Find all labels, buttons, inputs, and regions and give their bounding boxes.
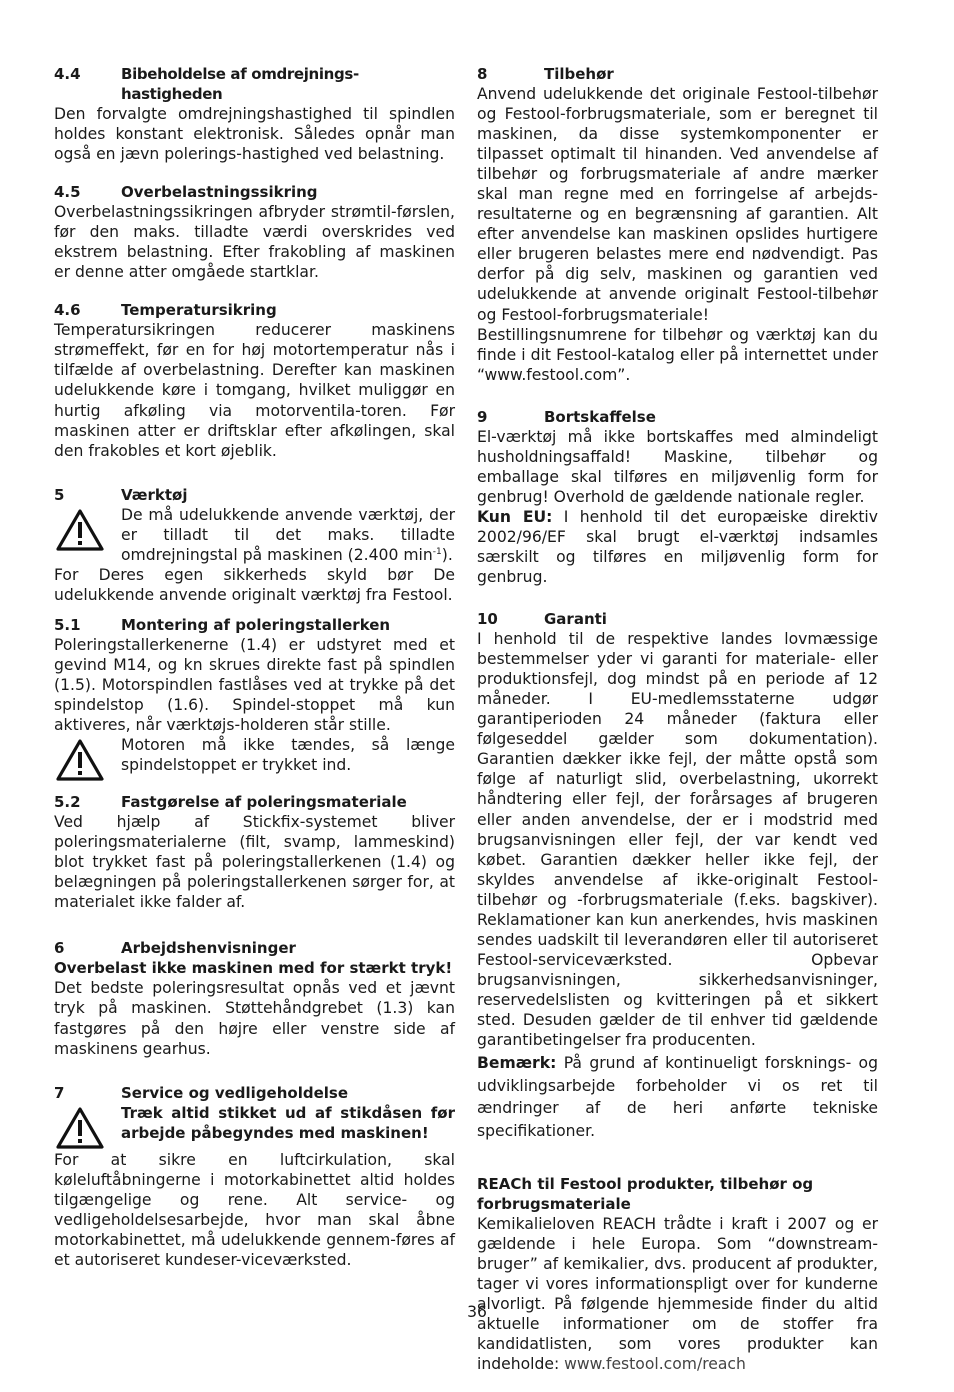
- section-number: 5.1: [54, 615, 81, 634]
- warning-text: Træk altid stikket ud af stikdåsen før arbejde påbegyndes med maskinen!: [121, 1103, 455, 1142]
- section-body: For Deres egen sikkerheds skyld bør De udelukkende anvende originalt værktøj fra Festool.: [54, 565, 455, 604]
- section-body-2: I henhold til det europæiske direktiv 2002/96/EF skal brugt el-værktøj indsamles særskilt og tilføres en miljøvenlig form for genbrug.: [477, 507, 878, 587]
- section-10: [477, 609, 878, 1142]
- section-body: For at sikre en luftcirkulation, skal køleluftåbningerne i motorkabinettet altid holdes tilgængelige og rene. Alt service- og vedligeholdelsesarbejde, hvor man skal åbne motorkabinettet, må udelukkende gennem-føres af et autoriseret kundeser-viceværksted.: [54, 1150, 455, 1269]
- warning-text: Motoren må ikke tændes, så længe spindelstoppet er trykket ind.: [121, 736, 455, 775]
- left-column: [54, 64, 455, 1288]
- section-title: Værktøj: [121, 485, 188, 504]
- section-9: [477, 407, 878, 587]
- section-title: Garanti: [544, 610, 607, 629]
- section-emphasis: Bemærk:: [477, 1054, 557, 1073]
- right-column: [477, 64, 878, 1392]
- section-reach: [477, 1174, 878, 1374]
- section-number: 7: [54, 1083, 65, 1102]
- warning-block: [54, 1103, 455, 1150]
- section-number: 4.6: [54, 301, 81, 320]
- section-number: 4.4: [54, 65, 81, 83]
- section-title: Tilbehør: [544, 65, 614, 83]
- section-7: [54, 1083, 455, 1270]
- section-body: Kemikalieloven REACH trådte i kraft i 2007 og er gældende i hele Europa. Som “downstream-bruger” af kemikalier, dvs. producent af produkter, tager vi vores informationspligt over for kunderne alvorligt. På følgende hjemmeside finder du altid aktuelle informationer om de stoffer fra kandidatlisten, som vores produkter kan indeholde:: [477, 1215, 878, 1374]
- section-4-6: [54, 300, 455, 460]
- warning-text: De må udelukkende anvende værktøj, der er tilladt til det maks. tilladte omdrejningstal på maskinen (2.400 min: [121, 505, 455, 564]
- section-number: 10: [477, 610, 498, 629]
- warning-triangle-icon: [55, 1106, 105, 1150]
- section-title: Bibeholdelse af omdrejnings-hastigheden: [121, 65, 359, 103]
- section-number: 5: [54, 485, 65, 504]
- section-5-2: [54, 792, 455, 912]
- section-body: Temperatursikringen reducerer maskinens strømeffekt, før en for høj motortemperatur nås i tilfælde af overbelastning. Derefter kan maskinen udelukkende køre i tomgang, hvilket muliggør en hurtig afkøling via motorventila-toren. Før maskinen atter er driftsklar efter afkølingen, skal den frakobles et kort øjeblik.: [54, 321, 455, 460]
- reach-link[interactable]: www.festool.com/reach: [564, 1355, 746, 1374]
- section-6: [54, 938, 455, 1058]
- section-body: Poleringstallerkenerne (1.4) er udstyret med et gevind M14, og kn skrues direkte fast på spindlen (1.5). Motorspindlen fastlåses ved at trykke på det spindelstop (1.6). Spindel-stoppet må kun aktiveres, når værktøjs-holderen står stille.: [54, 635, 455, 735]
- section-number: 5.2: [54, 793, 81, 812]
- section-title: Bortskaffelse: [544, 407, 656, 426]
- warning-triangle-icon: [55, 508, 105, 552]
- warning-superscript: -1: [432, 546, 442, 557]
- section-number: 6: [54, 939, 65, 958]
- section-body-2: Bestillingsnumrene for tilbehør og værktøj kan du finde i dit Festool-katalog eller på internettet under “www.festool.com”.: [477, 325, 878, 384]
- section-5-1: [54, 615, 455, 782]
- section-body: Ved hjælp af Stickfix-systemet bliver poleringsmaterialerne (filt, svamp, lammeskind) blot trykket fast på poleringstallerkenen (1.4) og belægningen på poleringstallerkenen sørger for, at materialet ikke falder af.: [54, 813, 455, 912]
- section-body: I henhold til de respektive landes lovmæssige bestemmelser yder vi garanti for materiale- eller produktionsfejl, dog mindst på en periode af 12 måneder. I EU-medlemsstaterne udgør garantiperioden 24 måneder (faktura eller følgeseddel gælder som dokumentation). Garantien dækker ikke fejl, der måtte opstå som følge af naturligt slid, overbelastning, ukorrekt håndtering eller fejl, der forårsages af brugeren eller anden anvendelse, der er i modstrid med brugsanvisningen eller fejl, der var kendt ved købet. Garantien dækker heller ikke fejl, der skyldes anvendelse af ikke-originalt Festool-tilbehør og -forbrugsmateriale (f.eks. bagskiver). Reklamationer kan kun anerkendes, hvis maskinen sendes uadskilt til leverandøren eller til autoriseret Festool-serviceværksted. Opbevar brugsanvisningen, sikkerhedsanvisninger, reservedelslisten og kvitteringen på et sikkert sted. Desuden gælder de til enhver tid gældende garantibetingelser fra producenten.: [477, 630, 878, 1050]
- section-number: 9: [477, 407, 488, 426]
- section-body: Anvend udelukkende det originale Festool-tilbehør og Festool-forbrugsmateriale, som er beregnet til maskinen, da disse systemkomponenter er tilpasset optimalt til hinanden. Ved anvendelse af tilbehør og forbrugsmateriale af andre mærker skal man regne med en forringelse af arbejds-resultaterne og en begrænsning af garantien. Alt efter anvendelse kan maskinen opslides hurtigere eller brugeren belastes mere end nødvendigt. Pas derfor på dig selv, maskinen og garantien ved udelukkende at anvende originalt Festool-tilbehør og Festool-forbrugsmateriale!: [477, 85, 878, 324]
- section-5: [54, 485, 455, 605]
- warning-block: [54, 735, 455, 782]
- warning-triangle-icon: [55, 738, 105, 782]
- section-title: Service og vedligeholdelse: [121, 1083, 349, 1102]
- section-title: Arbejdshenvisninger: [121, 939, 296, 958]
- section-body: Overbelastningssikringen afbryder strømtil-førslen, før den maks. tilladte værdi overskrides ved ekstrem belastning. Efter frakobling af maskinen er denne atter omgåede startklar.: [54, 203, 455, 282]
- section-4-4: [54, 64, 455, 164]
- section-title: Temperatursikring: [121, 301, 277, 320]
- section-body: Den forvalgte omdrejningshastighed til spindlen holdes konstant elektronisk. Således opnår man også en jævn polerings-hastighed ved belastning.: [54, 105, 455, 164]
- section-number: 8: [477, 65, 488, 83]
- section-number: 4.5: [54, 183, 81, 202]
- section-title: REACh til Festool produkter, tilbehør og forbrugsmateriale: [477, 1175, 814, 1214]
- page-number: 36: [467, 1303, 487, 1321]
- section-body: Det bedste poleringsresultat opnås ved et jævnt tryk på maskinen. Støttehåndgrebet (1.3) kan fastgøres på den højre eller venstre side af maskinens gearhus.: [54, 979, 455, 1058]
- section-8: [477, 64, 878, 385]
- section-title: Fastgørelse af poleringsmateriale: [121, 793, 407, 812]
- section-title: Overbelastningssikring: [121, 183, 318, 202]
- section-4-5: [54, 182, 455, 282]
- section-title: Montering af poleringstallerken: [121, 615, 391, 634]
- section-body: El-værktøj må ikke bortskaffes med almindeligt husholdningsaffald! Maskine, tilbehør og emballage skal tilføres en miljøvenlig form for genbrug! Overhold de gældende nationale regler.: [477, 427, 878, 506]
- section-body-2: På grund af kontinueligt forsknings- og udviklingsarbejde forbeholder vi os ret til ændringer af de heri anførte tekniske specifikationer.: [477, 1054, 878, 1140]
- warning-block: De må udelukkende anvende værktøj, der er tilladt til det maks. tilladte omdrejningstal på maskinen (2.400 $\min^{-1}$).: [54, 505, 455, 565]
- section-emphasis: Overbelast ikke maskinen med for stærkt tryk!: [54, 959, 453, 978]
- section-emphasis: Kun EU:: [477, 507, 553, 526]
